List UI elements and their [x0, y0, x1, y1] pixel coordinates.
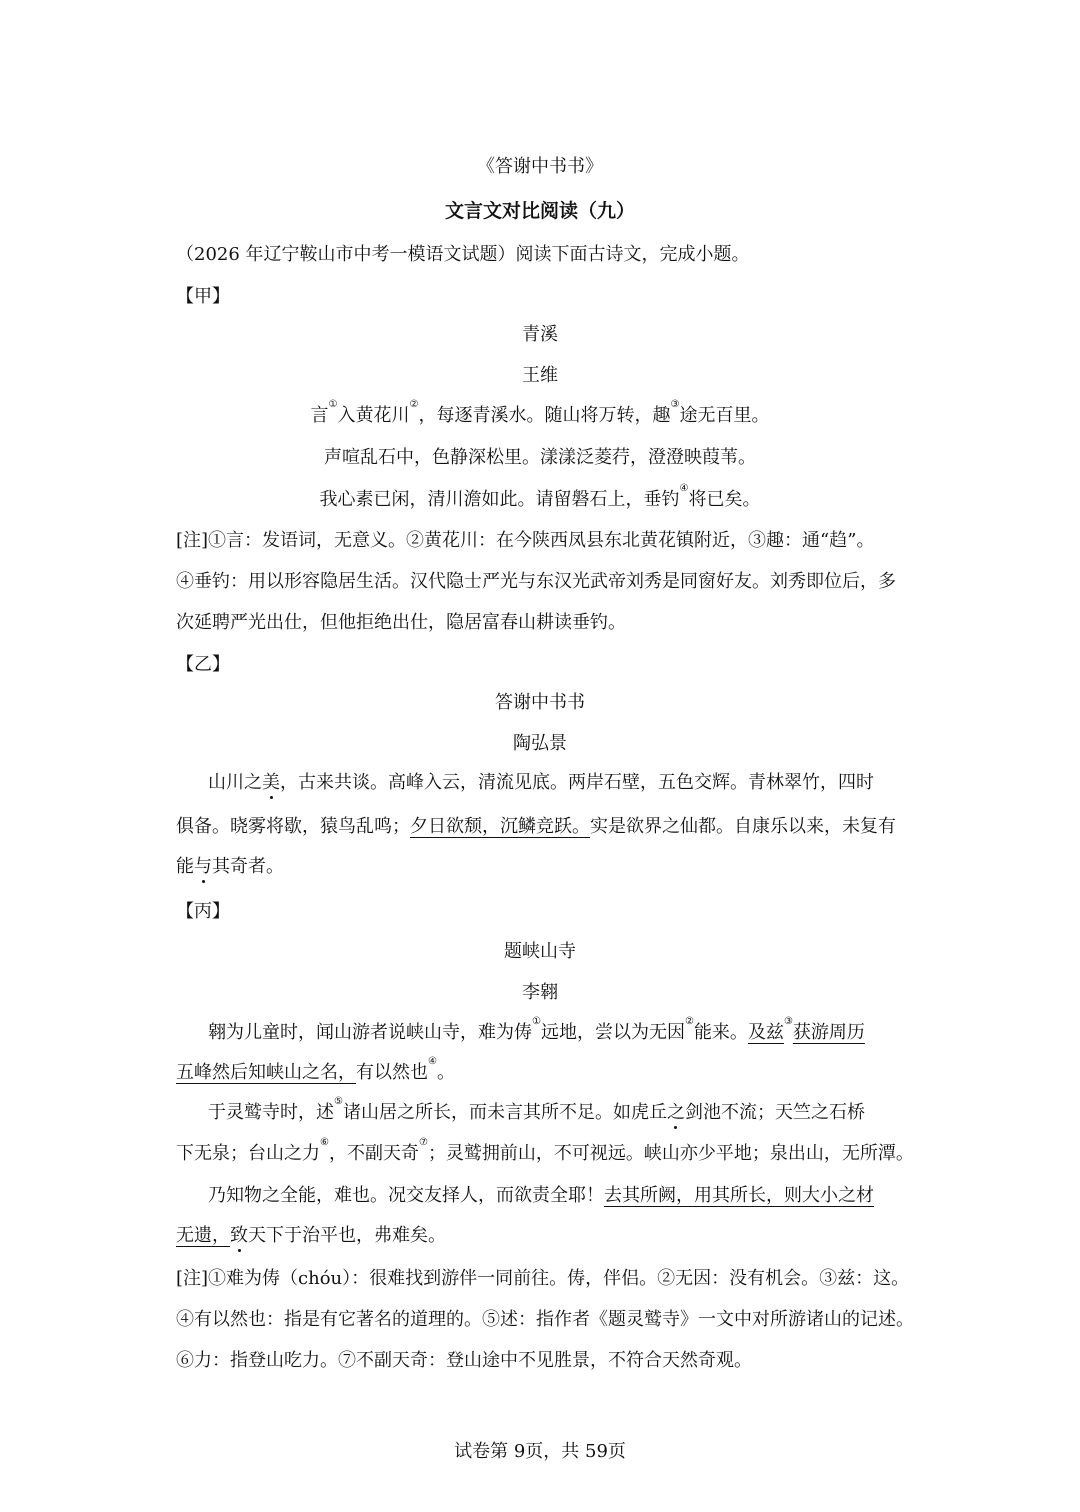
underlined-sentence: 去其所阙，用其所长，则大小之材	[604, 1185, 874, 1206]
underlined-sentence: 五峰然后知峡山之名，	[176, 1062, 356, 1083]
dotted-char: 致	[230, 1225, 248, 1246]
label-yi: 【乙】	[176, 654, 230, 675]
bing-para-line-1: 翱为儿童时，闻山游者说峡山寺，难为俦①远地，尝以为无因②能来。及兹③获游周历	[208, 1016, 865, 1043]
bing-author: 李翱	[522, 982, 558, 1003]
bing-para-line-6: 无遗，致天下于治平也，弗难矣。	[176, 1225, 446, 1246]
bing-para-line-3: 于灵鹫寺时，述⑤诸山居之所长，而未言其所不足。如虎丘之剑池不流；天竺之石桥	[208, 1096, 865, 1123]
label-bing: 【丙】	[176, 901, 230, 922]
yi-para-line-2: 俱备。晓雾将歇，猿鸟乱鸣；夕日欲颓，沉鳞竞跃。实是欲界之仙都。自康乐以来，未复有	[176, 816, 896, 837]
bing-note-3: ⑥力：指登山吃力。⑦不副天奇：登山途中不见胜景，不符合天然奇观。	[176, 1350, 752, 1371]
dotted-char: 之	[666, 1102, 685, 1123]
yi-author: 陶弘景	[513, 733, 567, 754]
bing-note-2: ④有以然也：指是有它著名的道理的。⑤述：指作者《题灵鹫寺》一文中对所游诸山的记述。	[176, 1309, 914, 1330]
jia-poem-line-3: 我心素已闲，清川澹如此。请留磐石上，垂钓④将已矣。	[319, 483, 761, 510]
jia-note-1: [注]①言：发语词，无意义。②黄花川：在今陕西凤县东北黄花镇附近，③趣：通“趋”。	[176, 530, 875, 551]
yi-para-line-3: 能与其奇者。	[176, 856, 284, 877]
label-jia: 【甲】	[176, 286, 230, 307]
jia-note-2: ④垂钓：用以形容隐居生活。汉代隐士严光与东汉光武帝刘秀是同窗好友。刘秀即位后，多	[176, 571, 896, 592]
top-title: 《答谢中书书》	[477, 156, 603, 177]
yi-title: 答谢中书书	[495, 692, 585, 713]
dotted-char: 美	[262, 772, 280, 793]
page-footer: 试卷第 9页，共 59页	[454, 1441, 626, 1462]
jia-poem-line-1: 言①入黄花川②，每逐青溪水。随山将万转，趣③途无百里。	[310, 399, 770, 426]
bing-para-line-4: 下无泉；台山之力⑥，不副天奇⑦；灵鹫拥前山，不可视远。峡山亦少平地；泉出山，无所潭。	[176, 1137, 914, 1164]
jia-poem-line-2: 声喧乱石中，色静深松里。漾漾泛菱荇，澄澄映葭苇。	[324, 447, 756, 468]
bing-title: 题峡山寺	[504, 941, 576, 962]
dotted-char: 与	[194, 856, 212, 877]
intro-text: （2026 年辽宁鞍山市中考一模语文试题）阅读下面古诗文，完成小题。	[176, 244, 750, 265]
underlined-sentence: 夕日欲颓，沉鳞竞跃。	[410, 816, 590, 837]
bing-para-line-2: 五峰然后知峡山之名，有以然也④。	[176, 1056, 455, 1083]
jia-title: 青溪	[522, 324, 558, 345]
bing-para-line-5: 乃知物之全能，难也。况交友择人，而欲责全耶！去其所阙，用其所长，则大小之材	[208, 1185, 874, 1206]
bing-note-1: [注]①难为俦（chóu）：很难找到游伴一同前往。俦，伴侣。②无因：没有机会。③兹：这。	[176, 1268, 910, 1289]
jia-author: 王维	[522, 365, 558, 386]
section-title: 文言文对比阅读（九）	[444, 200, 635, 222]
jia-note-3: 次延聘严光出仕，但他拒绝出仕，隐居富春山耕读垂钓。	[176, 612, 626, 633]
yi-para-line-1: 山川之美，古来共谈。高峰入云，清流见底。两岸石壁，五色交辉。青林翠竹，四时	[208, 772, 874, 793]
